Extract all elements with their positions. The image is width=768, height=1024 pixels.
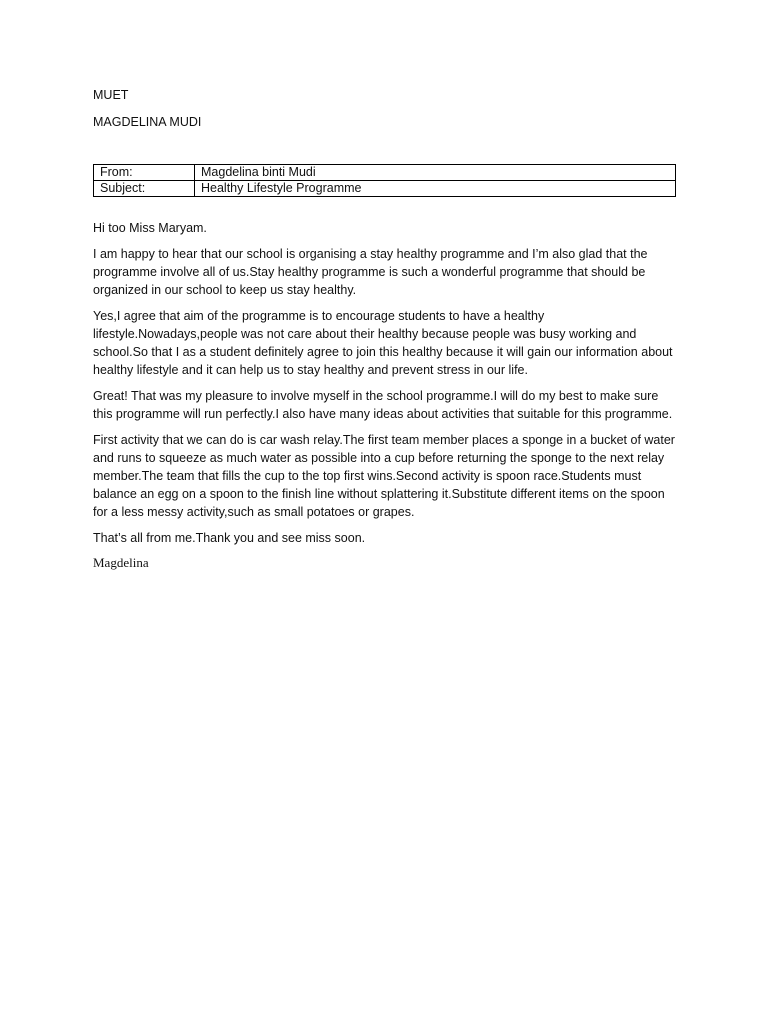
course-heading: MUET [93,88,129,102]
signature: Magdelina [93,555,149,570]
body-paragraph-3: Great! That was my pleasure to involve myself in the school programme.I will do my best to make sure this programme will run perfectly.I also have many ideas about activities that suitable for this programme. [93,389,673,421]
memo-row-subject [94,181,676,197]
body-paragraph-4: First activity that we can do is car wash relay.The first team member places a sponge in a bucket of water and runs to squeeze as much water as possible into a cup before returning the sponge to the next relay member.The team that fills the cup to the top first wins.Second activity is spoon race.Students must balance an egg on a spoon to the finish line without splattering it.Substitute different items on the spoon for a less messy activity,such as small potatoes or grapes. [93,433,675,519]
memo-header-table [93,164,676,197]
memo-subject-value: Healthy Lifestyle Programme [195,181,676,197]
memo-from-value: Magdelina binti Mudi [195,165,676,181]
memo-subject-label: Subject: [94,181,195,197]
memo-row-from [94,165,676,181]
author-name-heading: MAGDELINA MUDI [93,115,202,129]
salutation: Hi too Miss Maryam. [93,221,207,235]
body-paragraph-2: Yes,I agree that aim of the programme is to encourage students to have a healthy lifestyle.Nowadays,people was not care about their healthy because people was busy working and school.So that I as a student definitely agree to join this healthy because it will gain our information about healthy lifestyle and it can help us to stay healthy and prevent stress in our life. [93,309,673,377]
document-content [93,88,676,571]
memo-from-label: From: [94,165,195,181]
body-paragraph-1: I am happy to hear that our school is organising a stay healthy programme and I’m also glad that the programme involve all of us.Stay healthy programme is such a wonderful programme that should be organized in our school to keep us stay healthy. [93,247,648,297]
closing-line: That’s all from me.Thank you and see miss soon. [93,531,366,545]
